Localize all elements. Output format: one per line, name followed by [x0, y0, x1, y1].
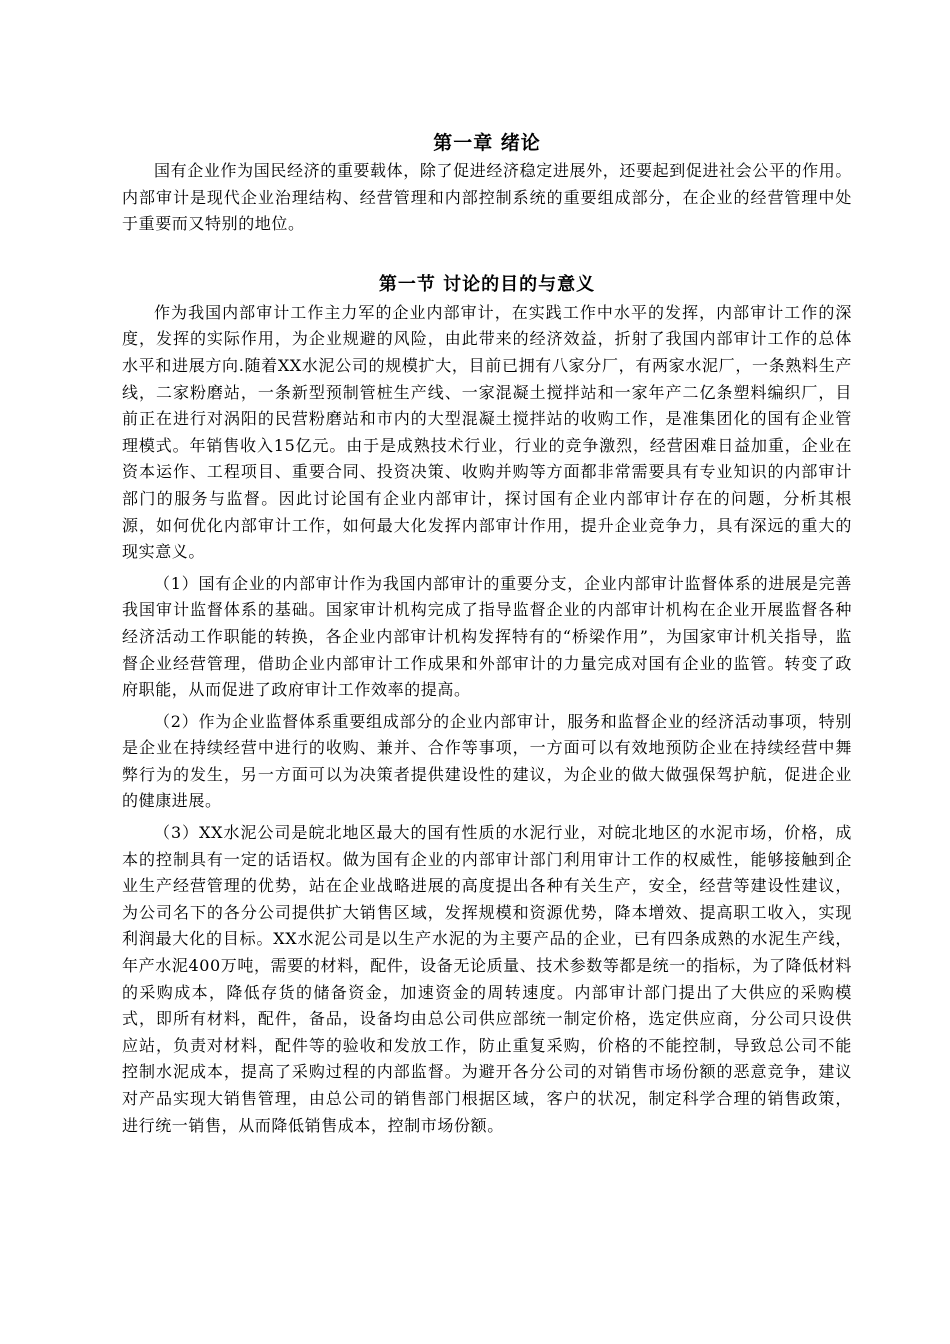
chapter-intro-paragraph: 国有企业作为国民经济的重要载体，除了促进经济稳定进展外，还要起到促进社会公平的作用。内部审计是现代企业治理结构、经营管理和内部控制系统的重要组成部分，在企业的经营管理中处于重要而又特别的地位。 — [122, 161, 852, 234]
chapter-title: 第一章 绪论 — [433, 132, 541, 154]
section-paragraph-point-3: （3）XX水泥公司是皖北地区最大的国有性质的水泥行业，对皖北地区的水泥市场，价格，成本的控制具有一定的话语权。做为国有企业的内部审计部门利用审计工作的权威性，能够接触到企业生产经营管理的优势，站在企业战略进展的高度提出各种有关生产，安全，经营等建设性建议，为公司名下的各分公司提供扩大销售区域，发挥规模和资源优势，降本增效、提高职工收入，实现利润最大化的目标。XX水泥公司是以生产水泥的为主要产品的企业，已有四条成熟的水泥生产线，年产水泥400万吨，需要的材料，配件，设备无论质量、技术参数等都是统一的指标，为了降低材料的采购成本，降低存货的储备资金，加速资金的周转速度。内部审计部门提出了大供应的采购模式，即所有材料，配件，备品，设备均由总公司供应部统一制定价格，选定供应商，分公司只设供应站，负责对材料，配件等的验收和发放工作，防止重复采购，价格的不能控制，导致总公司不能控制水泥成本，提高了采购过程的内部监督。为避开各分公司的对销售市场份额的恶意竞争，建议对产品实现大销售管理，由总公司的销售部门根据区域，客户的状况，制定科学合理的销售政策，进行统一销售，从而降低销售成本，控制市场份额。 — [122, 823, 852, 1135]
section-paragraph-point-2: （2）作为企业监督体系重要组成部分的企业内部审计，服务和监督企业的经济活动事项，特别是企业在持续经营中进行的收购、兼并、合作等事项，一方面可以有效地预防企业在持续经营中舞弊行为的发生，另一方面可以为决策者提供建设性的建议，为企业的做大做强保驾护航，促进企业的健康进展。 — [122, 711, 852, 811]
section-paragraph-point-1: （1）国有企业的内部审计作为我国内部审计的重要分支，企业内部审计监督体系的进展是完善我国审计监督体系的基础。国家审计机构完成了指导监督企业的内部审计机构在企业开展监督各种经济活动工作职能的转换，各企业内部审计机构发挥特有的“桥梁作用”，为国家审计机关指导，监督企业经营管理，借助企业内部审计工作成果和外部审计的力量完成对国有企业的监管。转变了政府职能，从而促进了政府审计工作效率的提高。 — [122, 573, 852, 700]
section-title: 第一节 讨论的目的与意义 — [378, 273, 596, 295]
section-paragraph-purpose: 作为我国内部审计工作主力军的企业内部审计，在实践工作中水平的发挥，内部审计工作的深度，发挥的实际作用，为企业规避的风险，由此带来的经济效益，折射了我国内部审计工作的总体水平和进展方向.随着XX水泥公司的规模扩大，目前已拥有八家分厂，有两家水泥厂，一条熟料生产线，二家粉磨站，一条新型预制管桩生产线、一家混凝土搅拌站和一家年产二亿条塑料编织厂，目前正在进行对涡阳的民营粉磨站和市内的大型混凝土搅拌站的收购工作，是准集团化的国有企业管理模式。年销售收入15亿元。由于是成熟技术行业，行业的竞争激烈，经营困难日益加重，企业在资本运作、工程项目、重要合同、投资决策、收购并购等方面都非常需要具有专业知识的内部审计部门的服务与监督。因此讨论国有企业内部审计，探讨国有企业内部审计存在的问题，分析其根源，如何优化内部审计工作，如何最大化发挥内部审计作用，提升企业竞争力，具有深远的重大的现实意义。 — [122, 302, 852, 562]
